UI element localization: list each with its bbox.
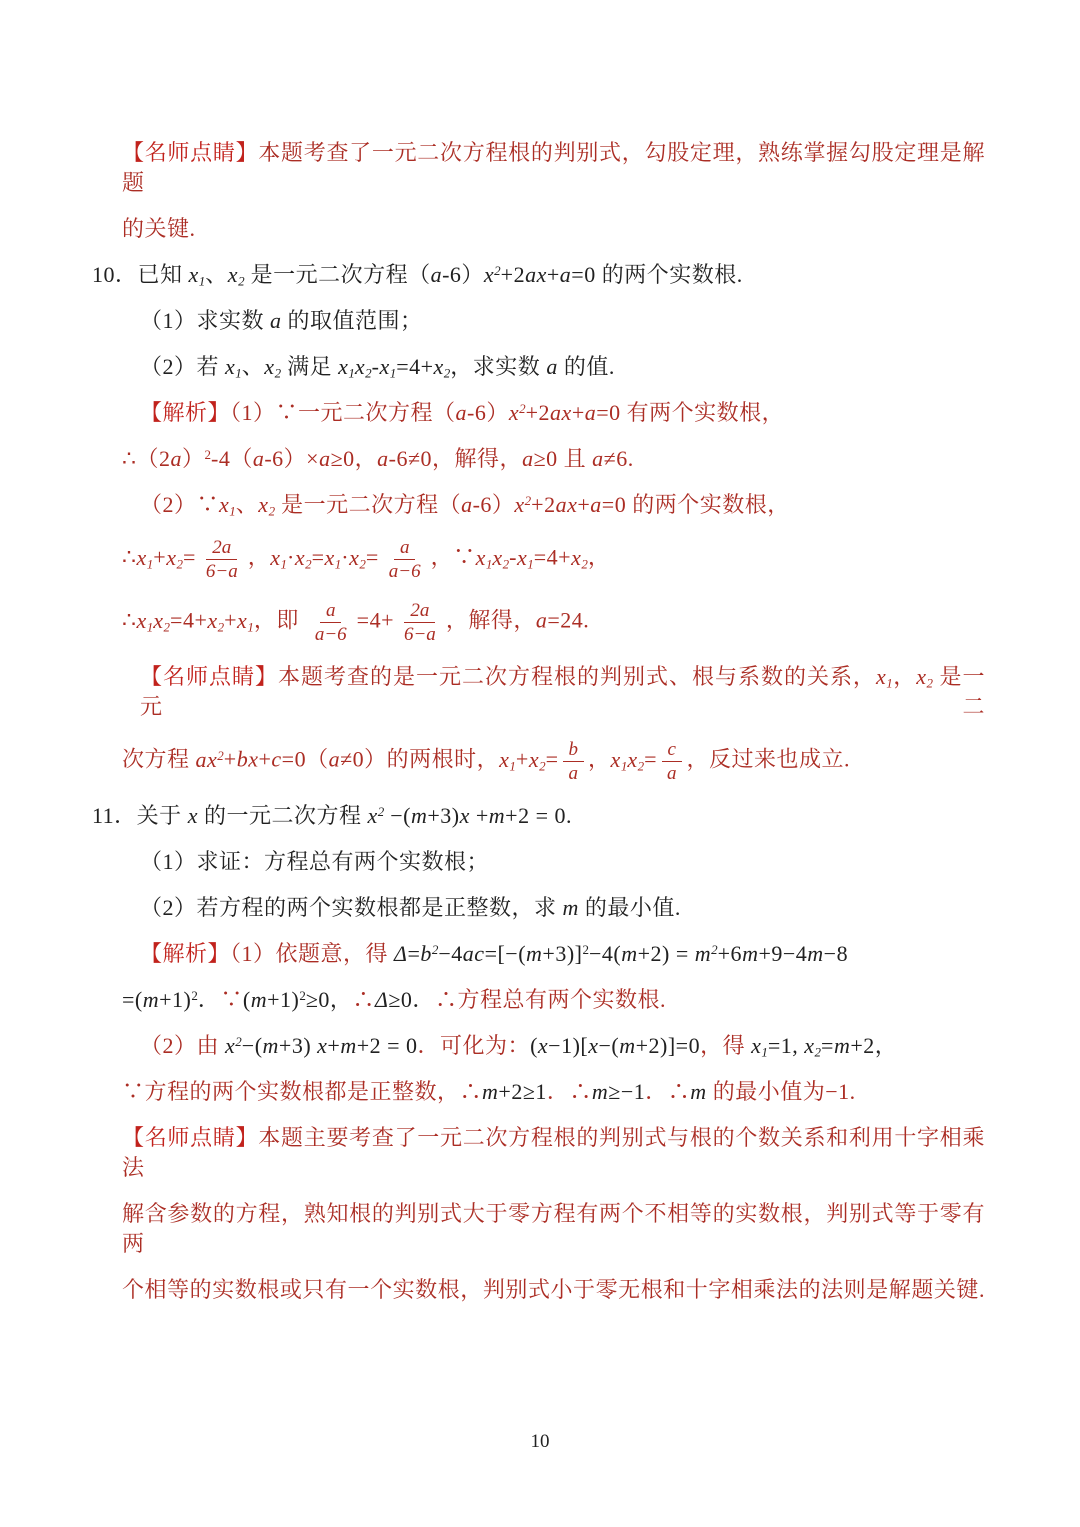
- text-segment: ≥0 且: [533, 446, 593, 471]
- text-segment: m: [482, 1079, 499, 1104]
- text-segment: ∵: [220, 987, 243, 1012]
- text-segment: $x_2$: [258, 492, 276, 519]
- text-segment: +2，: [850, 1033, 898, 1058]
- text-line: [92, 893, 985, 923]
- text-segment: =: [407, 941, 421, 966]
- text-segment: $x_1$: [338, 354, 355, 381]
- fraction: $\frac{a}{a-6}$: [388, 537, 421, 582]
- text-segment: ）$^2$: [182, 446, 212, 471]
- text-segment: $ax^2$: [195, 746, 224, 772]
- text-segment: (: [242, 987, 251, 1012]
- text-segment: $x^2$: [225, 1033, 242, 1058]
- text-segment: m: [591, 1079, 609, 1104]
- text-segment: +2) =: [637, 941, 695, 966]
- bracket-label: 【名师点睛】: [122, 1125, 259, 1150]
- text-segment: -6）: [467, 400, 509, 425]
- text-segment: a: [252, 446, 265, 471]
- text-segment: $x_2$: [528, 746, 546, 773]
- text-segment: +1)$^2$: [159, 987, 198, 1012]
- text-segment: =4+: [170, 607, 208, 633]
- text-segment: 本题考查了一元二次方程根的判别式，勾股定理，熟练掌握勾股定理是解题: [122, 140, 985, 195]
- text-segment: −(: [241, 1033, 263, 1058]
- text-segment: 是一元二: [140, 664, 985, 719]
- text-segment: $x_1$: [516, 544, 534, 571]
- text-segment: -6）: [442, 262, 484, 287]
- text-segment: $x_2$: [207, 607, 225, 634]
- text-segment: ≥0，: [330, 446, 378, 471]
- text-segment: =: [365, 544, 379, 570]
- text-segment: +2: [500, 262, 526, 287]
- text-segment: 本题主要考查了一元二次方程根的判别式与根的个数关系和利用十字相乘法: [122, 1125, 985, 1180]
- text-line: [92, 138, 985, 198]
- fraction: $\frac{2a}{6-a}$: [403, 600, 436, 645]
- text-line: [92, 801, 985, 831]
- text-segment: $x_1$: [610, 746, 628, 773]
- text-line: [92, 306, 985, 336]
- text-segment: $x_1$: [136, 607, 154, 634]
- text-segment: ac: [462, 941, 485, 966]
- text-segment: a: [170, 446, 182, 471]
- text-segment: ∴（2: [122, 446, 171, 471]
- text-segment: 、: [235, 492, 259, 517]
- text-segment: $x^2$: [508, 400, 526, 425]
- text-segment: ，反过来也成立.: [686, 746, 851, 772]
- text-segment: Δ: [394, 941, 408, 966]
- text-segment: m: [807, 941, 824, 966]
- text-segment: +: [224, 607, 238, 633]
- fraction: $\frac{a}{a-6}$: [314, 600, 347, 645]
- bracket-label: 【解析】: [140, 941, 231, 966]
- text-segment: $b^2$: [420, 941, 439, 966]
- text-segment: m: [340, 1033, 357, 1058]
- text-segment: −4: [438, 941, 463, 966]
- text-segment: $x_2$: [627, 746, 645, 773]
- text-segment: ∴: [122, 607, 137, 633]
- text-segment: =: [821, 1033, 834, 1058]
- text-segment: −1)[: [548, 1033, 589, 1058]
- text-segment: ，得: [700, 1033, 752, 1058]
- text-segment: a: [461, 492, 473, 517]
- text-segment: 的关键.: [122, 216, 196, 241]
- text-segment: ，: [892, 664, 917, 689]
- text-segment: x: [588, 1033, 599, 1058]
- text-segment: ≠0）的两根时，: [340, 746, 500, 772]
- text-segment: =: [644, 746, 657, 772]
- text-line: [92, 1199, 985, 1259]
- text-segment: $x_1$: [270, 544, 287, 571]
- text-segment: a: [584, 400, 597, 425]
- text-segment: $x_2$: [166, 544, 183, 571]
- text-segment: +3)]$^2$: [542, 941, 589, 966]
- text-segment: +: [515, 746, 529, 772]
- text-segment: =0（: [281, 746, 329, 772]
- text-segment: ax: [555, 492, 578, 517]
- text-segment: $x_1$: [475, 544, 493, 571]
- text-segment: =4+: [533, 544, 572, 570]
- text-segment: $x_2$: [804, 1033, 822, 1060]
- text-segment: =1,: [767, 1033, 805, 1058]
- text-segment: ，: [247, 544, 271, 570]
- text-segment: 满足: [281, 354, 339, 379]
- text-line: [92, 662, 985, 722]
- text-segment: a: [592, 446, 604, 471]
- text-segment: $x^2$: [514, 492, 532, 517]
- page-number: 10: [530, 1431, 550, 1452]
- text-line: [92, 536, 985, 583]
- text-segment: 的最小值为−1.: [706, 1079, 856, 1104]
- text-segment: a: [546, 354, 558, 379]
- text-segment: m: [619, 1033, 636, 1058]
- text-segment: a: [319, 446, 331, 471]
- text-segment: $x_1$: [324, 544, 342, 571]
- text-segment: bx: [236, 746, 259, 772]
- text-segment: =(: [122, 987, 143, 1012]
- text-line: [92, 985, 985, 1015]
- text-segment: -6）: [472, 492, 515, 517]
- text-segment: ∴: [352, 987, 375, 1012]
- text-segment: =: [311, 544, 325, 570]
- text-segment: 本题考查的是一元二次方程根的判别式、根与系数的关系，: [278, 664, 876, 689]
- text-segment: （1）依题意，得: [230, 941, 395, 966]
- text-segment: 是一元二次方程（: [275, 492, 462, 517]
- text-segment: $x_1$: [219, 492, 236, 519]
- text-segment: a: [270, 308, 282, 333]
- text-segment: x: [187, 803, 198, 828]
- text-segment: x: [459, 803, 470, 828]
- text-segment: +1)$^2$: [267, 987, 306, 1012]
- text-line: [92, 1275, 985, 1305]
- text-segment: 11．关于: [92, 803, 188, 828]
- text-segment: 的最小值.: [578, 895, 681, 920]
- text-segment: $x_2$: [294, 544, 312, 571]
- text-segment: （1）求实数: [140, 308, 271, 333]
- text-segment: m: [250, 987, 268, 1012]
- text-segment: $x_2$: [264, 354, 282, 381]
- text-segment: m: [142, 987, 160, 1012]
- text-segment: +3): [427, 803, 460, 828]
- text-segment: ，解得，: [445, 607, 536, 633]
- text-segment: ，∵: [430, 544, 476, 570]
- text-segment: ·: [341, 544, 350, 570]
- text-line: [92, 260, 985, 290]
- text-segment: $x_1$: [499, 746, 516, 773]
- text-segment: −(: [598, 1033, 620, 1058]
- text-line: [92, 490, 985, 520]
- text-segment: +2: [531, 492, 556, 517]
- text-segment: 、: [205, 262, 228, 287]
- text-segment: a: [455, 400, 468, 425]
- text-segment: $m^2$: [694, 941, 718, 966]
- bracket-label: 【解析】: [140, 400, 231, 425]
- text-segment: +: [223, 746, 237, 772]
- text-segment: =24.: [547, 607, 590, 633]
- text-segment: （2）若: [140, 354, 226, 379]
- text-segment: +: [571, 400, 585, 425]
- text-segment: +: [258, 746, 272, 772]
- text-segment: 是一元二次方程（: [244, 262, 431, 287]
- text-segment: a: [559, 262, 572, 287]
- text-line: [92, 214, 985, 244]
- text-segment: （1）求证：方程总有两个实数根；: [140, 849, 490, 874]
- text-segment: ．∴: [546, 1079, 592, 1104]
- text-segment: 、: [241, 354, 265, 379]
- text-segment: $x_2$: [153, 607, 171, 634]
- text-line: [92, 398, 985, 428]
- text-segment: +3): [278, 1033, 318, 1058]
- text-segment: a: [328, 746, 341, 772]
- text-segment: $x_2$: [492, 544, 510, 571]
- text-segment: $x_1$: [875, 664, 893, 691]
- text-segment: $x_1$: [225, 354, 242, 381]
- text-line: [92, 847, 985, 877]
- text-segment: c: [271, 746, 282, 772]
- text-segment: （2）由: [140, 1033, 226, 1058]
- text-segment: =4+: [356, 607, 394, 633]
- fraction: $\frac{2a}{6-a}$: [205, 537, 238, 582]
- text-line: [92, 1077, 985, 1107]
- text-segment: 的值.: [557, 354, 615, 379]
- fraction: $\frac{b}{a}$: [563, 738, 585, 785]
- text-segment: $x_1$: [379, 354, 397, 381]
- text-segment: +2: [525, 400, 551, 425]
- text-segment: m: [410, 803, 428, 828]
- text-segment: $x_1$: [136, 544, 154, 571]
- text-line: [92, 1031, 985, 1061]
- text-segment: -: [509, 544, 517, 570]
- text-segment: $x_2$: [349, 544, 366, 571]
- text-segment: +2)]=0: [635, 1033, 701, 1058]
- text-segment: （2）若方程的两个实数根都是正整数，求: [140, 895, 563, 920]
- text-segment: a: [522, 446, 534, 471]
- bracket-label: 【名师点睛】: [140, 664, 278, 689]
- text-segment: -6）×: [264, 446, 320, 471]
- text-segment: ，即: [253, 607, 305, 633]
- text-segment: ∵方程的两个实数根都是正整数，∴: [122, 1079, 483, 1104]
- text-line: [92, 939, 985, 969]
- text-segment: m: [562, 895, 579, 920]
- text-segment: $x_2$: [916, 664, 933, 691]
- text-segment: (: [530, 1033, 538, 1058]
- text-segment: +2≥1: [498, 1079, 547, 1104]
- text-segment: 的一元二次方程: [197, 803, 368, 828]
- text-segment: ≥0，: [305, 987, 353, 1012]
- text-segment: +2 = 0.: [505, 803, 572, 828]
- text-segment: 次方程: [122, 746, 196, 772]
- text-segment: Δ: [374, 987, 389, 1012]
- text-segment: ，求实数: [450, 354, 547, 379]
- text-segment: -6≠0，解得，: [388, 446, 523, 471]
- text-segment: 个相等的实数根或只有一个实数根，判别式小于零无根和十字相乘法的法则是解题关键.: [122, 1277, 985, 1302]
- text-segment: 解含参数的方程，熟知根的判别式大于零方程有两个不相等的实数根，判别式等于零有两: [122, 1201, 985, 1256]
- text-segment: ∴: [122, 544, 137, 570]
- text-segment: ，: [587, 544, 611, 570]
- text-segment: ≥−1: [608, 1079, 646, 1104]
- text-segment: $x^2$: [367, 803, 385, 828]
- text-segment: a: [377, 446, 389, 471]
- text-segment: x: [537, 1033, 549, 1058]
- text-segment: -: [371, 354, 380, 379]
- text-segment: m: [488, 803, 506, 828]
- text-segment: -4（: [211, 446, 253, 471]
- text-segment: 10．已知: [92, 262, 189, 287]
- text-segment: ∴方程总有两个实数根.: [434, 987, 666, 1012]
- text-segment: +: [327, 1033, 341, 1058]
- text-segment: +: [469, 803, 489, 828]
- text-segment: +: [577, 492, 591, 517]
- text-segment: $x_2$: [227, 262, 245, 289]
- text-segment: =0 有两个实数根，: [596, 400, 785, 425]
- text-segment: −(: [384, 803, 411, 828]
- text-segment: +: [546, 262, 560, 287]
- text-segment: a: [590, 492, 602, 517]
- text-segment: （2）∵: [140, 492, 220, 517]
- text-line: [92, 352, 985, 382]
- text-segment: m: [833, 1033, 851, 1058]
- text-line: [92, 599, 985, 646]
- text-line: [92, 444, 985, 474]
- text-segment: ≥0．: [388, 987, 435, 1012]
- text-segment: −4(: [588, 941, 622, 966]
- text-segment: =0 的两个实数根.: [571, 262, 743, 287]
- text-segment: −8: [823, 941, 849, 966]
- text-segment: +2 = 0: [356, 1033, 418, 1058]
- text-segment: +9−4: [758, 941, 808, 966]
- text-line: [92, 1123, 985, 1183]
- text-segment: ax: [525, 262, 547, 287]
- text-segment: =4+: [396, 354, 434, 379]
- text-segment: ．: [197, 987, 221, 1012]
- text-segment: +6: [717, 941, 743, 966]
- text-segment: =: [182, 544, 196, 570]
- text-segment: ≠6.: [603, 446, 634, 471]
- text-segment: m: [690, 1079, 707, 1104]
- text-segment: $x_1$: [237, 607, 254, 634]
- text-segment: a: [430, 262, 443, 287]
- text-segment: ·: [286, 544, 295, 570]
- text-segment: m: [526, 941, 543, 966]
- text-segment: $x_1$: [188, 262, 206, 289]
- text-segment: $x_2$: [571, 544, 588, 571]
- text-segment: x: [317, 1033, 328, 1058]
- text-segment: m: [742, 941, 759, 966]
- text-segment: $x^2$: [483, 262, 501, 287]
- text-segment: $x_2$: [433, 354, 451, 381]
- text-segment: =[−(: [484, 941, 527, 966]
- fraction: $\frac{c}{a}$: [661, 738, 683, 785]
- text-line: [92, 738, 985, 785]
- text-segment: $x_2$: [354, 354, 372, 381]
- text-segment: ．∴: [645, 1079, 691, 1104]
- text-segment: m: [262, 1033, 279, 1058]
- text-segment: （1）∵一元二次方程（: [230, 400, 456, 425]
- text-segment: =: [545, 746, 559, 772]
- text-segment: +: [153, 544, 167, 570]
- text-segment: a: [535, 607, 548, 633]
- text-segment: ax: [550, 400, 572, 425]
- text-segment: ．可化为：: [417, 1033, 531, 1058]
- text-segment: m: [621, 941, 638, 966]
- bracket-label: 【名师点睛】: [122, 140, 259, 165]
- text-segment: ，: [588, 746, 611, 772]
- text-segment: $x_1$: [751, 1033, 768, 1060]
- text-segment: =0 的两个实数根，: [601, 492, 790, 517]
- text-segment: 的取值范围；: [281, 308, 423, 333]
